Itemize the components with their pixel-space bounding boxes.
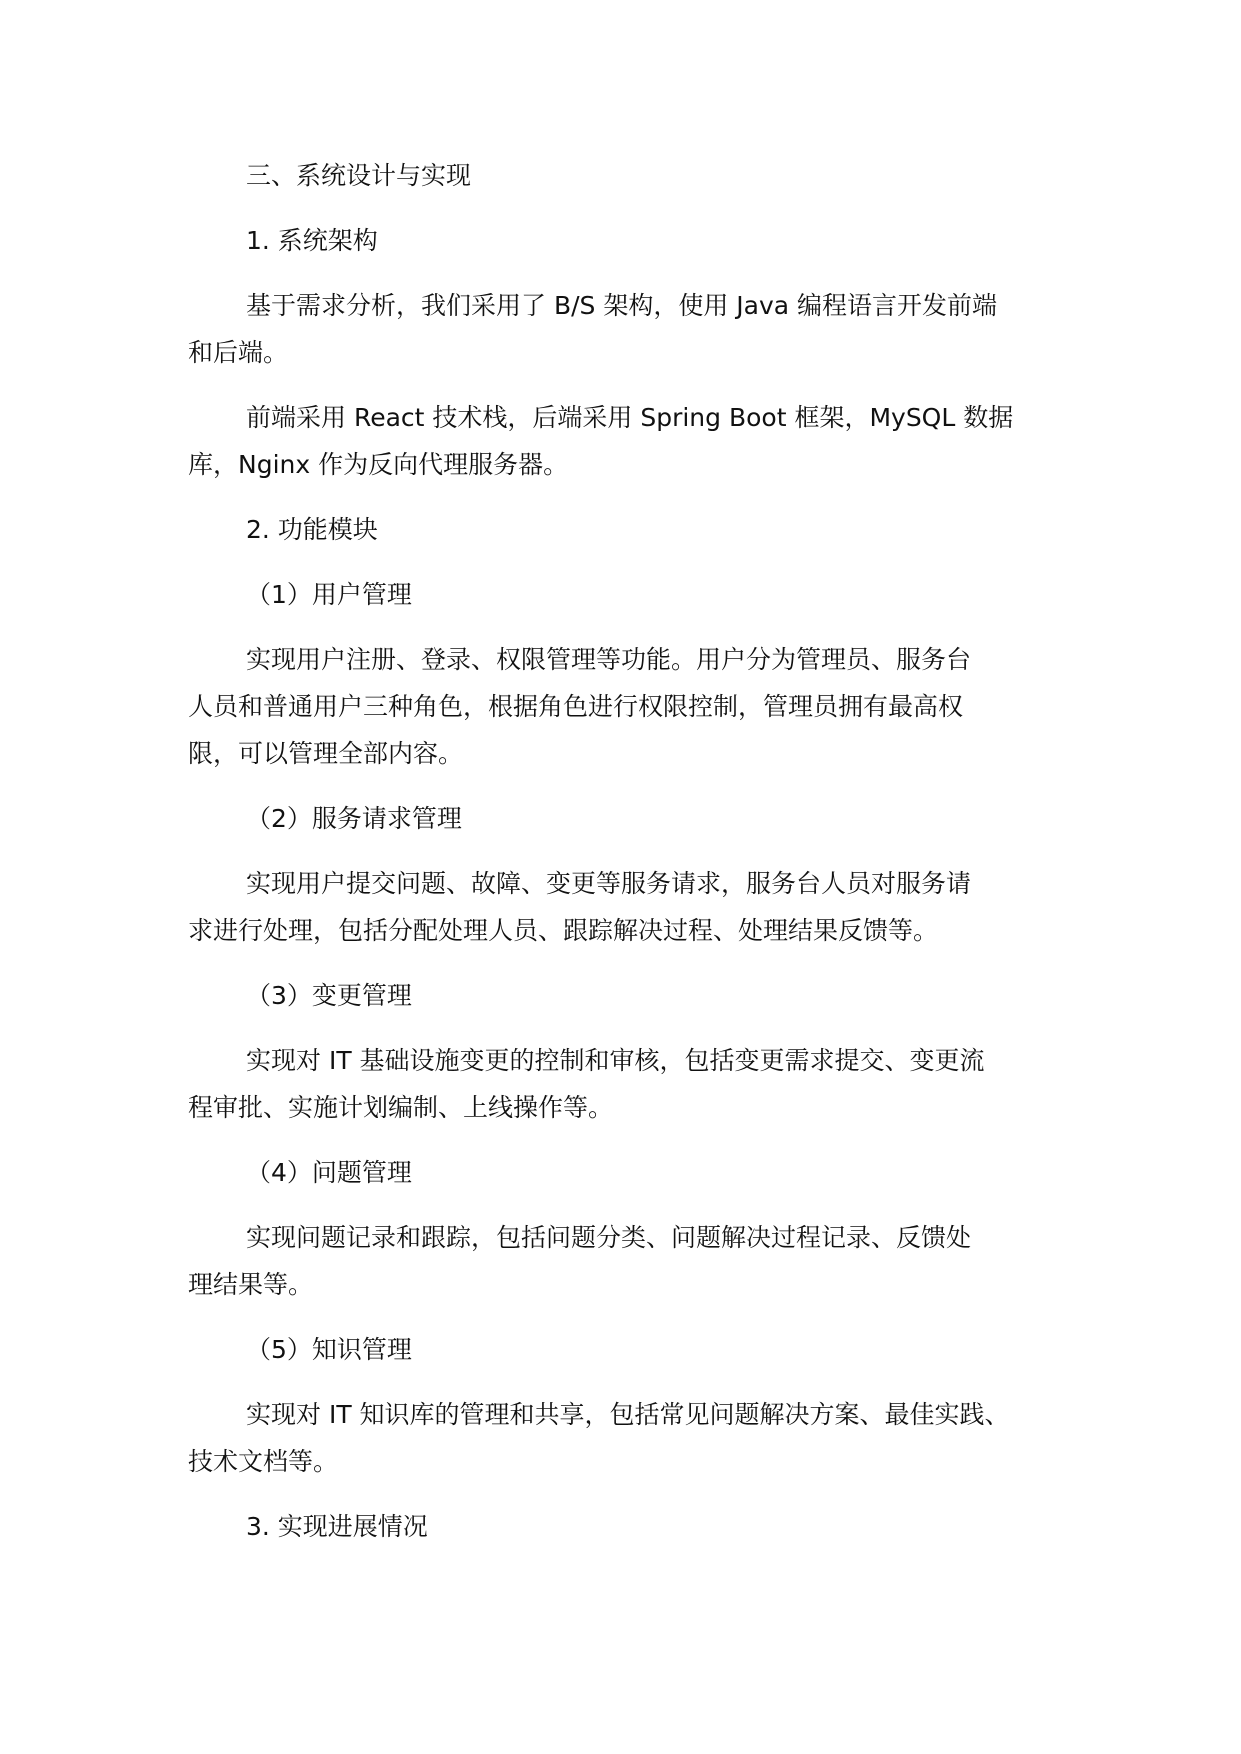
paragraph-line: 前端采用 React 技术栈，后端采用 Spring Boot 框架，MySQL 数据 bbox=[246, 403, 1014, 432]
module-paragraph-knowledge bbox=[188, 1391, 1058, 1485]
paragraph-line: 和后端。 bbox=[188, 338, 289, 367]
subsection-heading-progress: 3. 实现进展情况 bbox=[246, 1512, 428, 1541]
module-paragraph-user bbox=[188, 636, 1058, 777]
paragraph-line: 求进行处理，包括分配处理人员、跟踪解决过程、处理结果反馈等。 bbox=[188, 916, 939, 945]
module-title-user: （1）用户管理 bbox=[246, 580, 412, 609]
paragraph-line: 程审批、实施计划编制、上线操作等。 bbox=[188, 1093, 614, 1122]
paragraph-line: 实现对 IT 知识库的管理和共享，包括常见问题解决方案、最佳实践、 bbox=[246, 1400, 1010, 1429]
section-heading: 三、系统设计与实现 bbox=[246, 161, 472, 190]
subsection-heading-architecture: 1. 系统架构 bbox=[246, 226, 378, 255]
paragraph-line: 实现用户注册、登录、权限管理等功能。用户分为管理员、服务台 bbox=[246, 645, 972, 674]
paragraph-line: 限，可以管理全部内容。 bbox=[188, 739, 464, 768]
module-title-change: （3）变更管理 bbox=[246, 981, 412, 1010]
subsection-heading-modules: 2. 功能模块 bbox=[246, 515, 378, 544]
paragraph-line: 基于需求分析，我们采用了 B/S 架构，使用 Java 编程语言开发前端 bbox=[246, 291, 998, 320]
paragraph-architecture-2 bbox=[188, 394, 1058, 488]
paragraph-line: 库，Nginx 作为反向代理服务器。 bbox=[188, 450, 569, 479]
module-title-problem: （4）问题管理 bbox=[246, 1158, 412, 1187]
paragraph-line: 技术文档等。 bbox=[188, 1447, 339, 1476]
paragraph-line: 理结果等。 bbox=[188, 1270, 314, 1299]
paragraph-architecture-1 bbox=[188, 282, 1058, 376]
paragraph-line: 实现用户提交问题、故障、变更等服务请求，服务台人员对服务请 bbox=[246, 869, 972, 898]
paragraph-line: 实现问题记录和跟踪，包括问题分类、问题解决过程记录、反馈处 bbox=[246, 1223, 972, 1252]
module-paragraph-change bbox=[188, 1037, 1058, 1131]
paragraph-line: 人员和普通用户三种角色，根据角色进行权限控制，管理员拥有最高权 bbox=[188, 692, 964, 721]
paragraph-line: 实现对 IT 基础设施变更的控制和审核，包括变更需求提交、变更流 bbox=[246, 1046, 985, 1075]
module-paragraph-problem bbox=[188, 1214, 1058, 1308]
module-title-knowledge: （5）知识管理 bbox=[246, 1335, 412, 1364]
document-body bbox=[188, 152, 1058, 1550]
module-paragraph-service-request bbox=[188, 860, 1058, 954]
module-title-service-request: （2）服务请求管理 bbox=[246, 804, 462, 833]
